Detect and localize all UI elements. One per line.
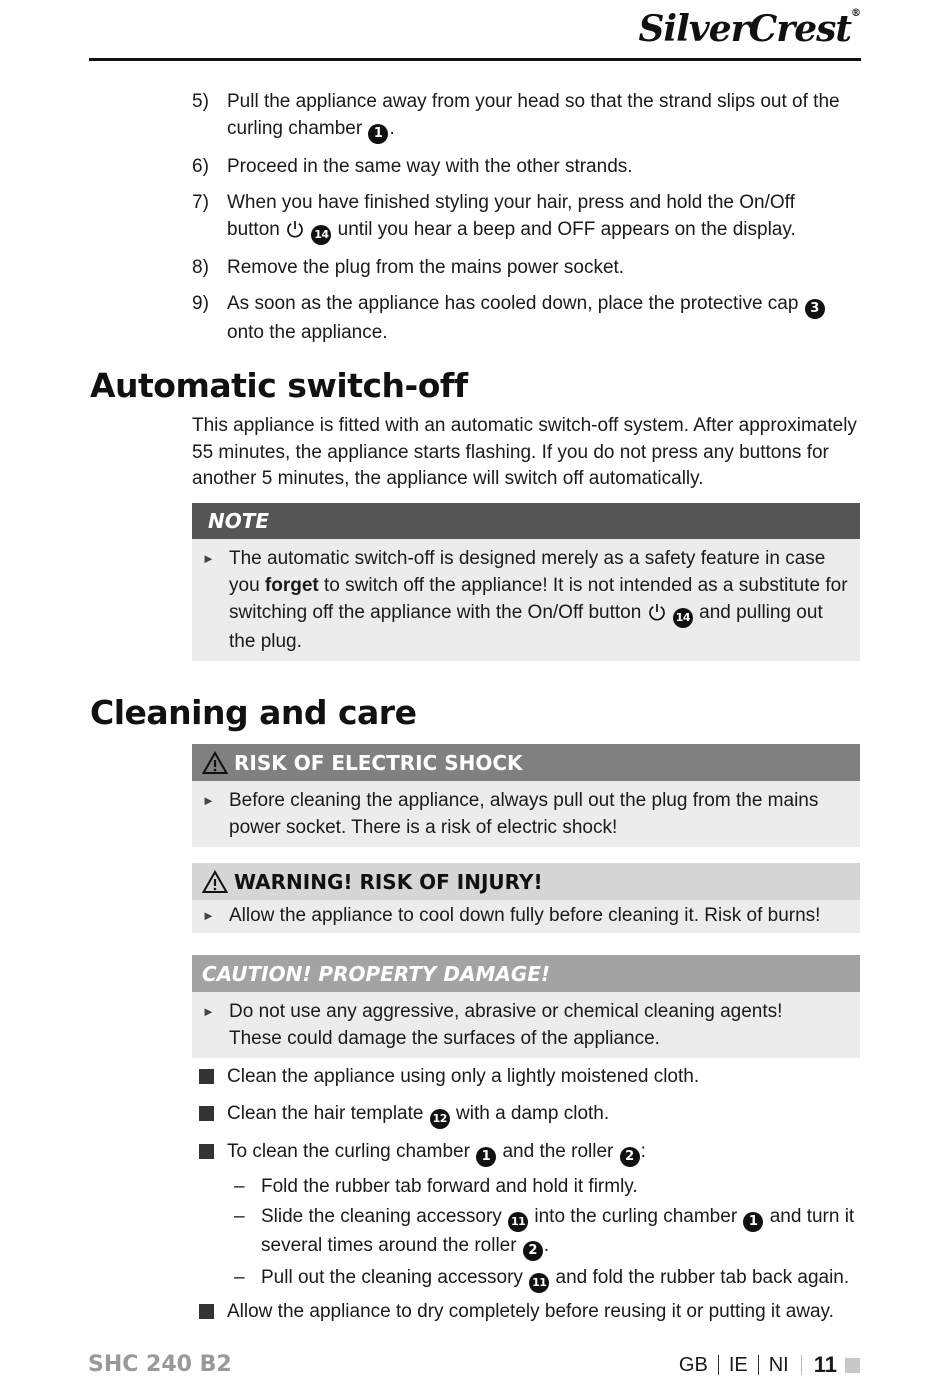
step-6: 6) Proceed in the same way with the other strands. xyxy=(192,153,852,180)
ref-marker: 3 xyxy=(805,299,825,319)
header-rule xyxy=(89,58,861,61)
injury-title: WARNING! RISK OF INJURY! xyxy=(234,869,543,894)
triangle-bullet-icon: ► xyxy=(202,793,215,808)
note-bullet: ► The automatic switch-off is designed merely as a safety feature in case you forget to switch off the appliance! It is not intended as a substitute for switching off the appliance with the On/Off button 14 and pulling out the plug. xyxy=(202,545,848,655)
square-bullet-icon xyxy=(199,1144,214,1159)
page-marker-square xyxy=(845,1358,860,1373)
triangle-bullet-icon: ► xyxy=(202,551,215,566)
injury-warning-box xyxy=(192,863,860,933)
ref-marker: 11 xyxy=(508,1212,528,1232)
step-number: 8) xyxy=(192,257,209,278)
step-number: 7) xyxy=(192,192,209,213)
electric-shock-box xyxy=(192,744,860,847)
section-heading-auto-off: Automatic switch-off xyxy=(90,366,468,405)
cleaning-instructions xyxy=(199,1063,859,1325)
triangle-bullet-icon: ► xyxy=(202,1004,215,1019)
sub-list-item: – Fold the rubber tab forward and hold it firmly. xyxy=(234,1176,638,1197)
square-bullet-icon xyxy=(199,1304,214,1319)
warning-triangle-icon xyxy=(202,870,228,894)
triangle-bullet-icon: ► xyxy=(202,908,215,923)
ref-marker: 12 xyxy=(430,1109,450,1129)
damage-title: CAUTION! PROPERTY DAMAGE! xyxy=(192,955,860,992)
page-number: 11 xyxy=(813,1352,837,1377)
step-9: 9) As soon as the appliance has cooled down, place the protective cap 3 onto the appliance. xyxy=(192,290,852,346)
warning-triangle-icon xyxy=(202,751,228,775)
step-8: 8) Remove the plug from the mains power socket. xyxy=(192,254,852,281)
list-item: Clean the hair template 12 with a damp cloth. xyxy=(199,1100,859,1129)
ref-marker: 14 xyxy=(673,608,693,628)
brand-logo: SilverCrest® xyxy=(638,8,860,50)
step-5: 5) Pull the appliance away from your head so that the strand slips out of the curling chamber 1 . xyxy=(192,88,852,144)
language-ni: NI xyxy=(768,1353,789,1376)
square-bullet-icon xyxy=(199,1069,214,1084)
power-icon xyxy=(647,602,667,622)
square-bullet-icon xyxy=(199,1106,214,1121)
ref-marker: 2 xyxy=(523,1241,543,1261)
step-number: 5) xyxy=(192,91,209,112)
ref-marker: 14 xyxy=(311,225,331,245)
list-item: Clean the appliance using only a lightly moistened cloth. xyxy=(199,1063,859,1090)
list-item: Allow the appliance to dry completely before reusing it or putting it away. xyxy=(199,1298,859,1325)
sub-list-item: – Slide the cleaning accessory 11 into the curling chamber 1 and turn it several times around the roller 2 . xyxy=(234,1203,859,1261)
power-icon xyxy=(285,219,305,239)
property-damage-box xyxy=(192,955,860,1058)
language-gb: GB xyxy=(678,1353,708,1376)
step-number: 9) xyxy=(192,293,209,314)
model-number: SHC 240 B2 xyxy=(88,1352,232,1377)
step-number: 6) xyxy=(192,156,209,177)
ref-marker: 1 xyxy=(476,1147,496,1167)
sub-list-item: – Pull out the cleaning accessory 11 and fold the rubber tab back again. xyxy=(234,1264,859,1293)
note-box xyxy=(192,503,860,661)
section-heading-cleaning: Cleaning and care xyxy=(90,693,417,732)
injury-bullet: ► Allow the appliance to cool down fully before cleaning it. Risk of burns! xyxy=(202,902,848,929)
list-item: To clean the curling chamber 1 and the roller 2 : xyxy=(199,1138,859,1167)
ref-marker: 2 xyxy=(620,1147,640,1167)
ref-marker: 1 xyxy=(743,1212,763,1232)
footer-page-info xyxy=(679,1352,860,1378)
language-ie: IE xyxy=(728,1353,748,1376)
instruction-steps xyxy=(192,88,852,355)
auto-off-paragraph: This appliance is fitted with an automatic switch-off system. After approximately 55 minutes, the appliance starts flashing. If you do not press any buttons for another 5 minutes, the appliance will switch off automatically. xyxy=(192,415,857,489)
damage-bullet: ► Do not use any aggressive, abrasive or chemical cleaning agents! These could damage the surfaces of the appliance. xyxy=(202,998,848,1052)
shock-bullet: ► Before cleaning the appliance, always pull out the plug from the mains power socket. There is a risk of electric shock! xyxy=(202,787,848,841)
ref-marker: 1 xyxy=(368,124,388,144)
ref-marker: 11 xyxy=(529,1273,549,1293)
step-7: 7) When you have finished styling your hair, press and hold the On/Off button 14 until you hear a beep and OFF appears on the display. xyxy=(192,189,852,245)
shock-title: RISK OF ELECTRIC SHOCK xyxy=(234,750,523,775)
note-title: NOTE xyxy=(192,503,860,539)
